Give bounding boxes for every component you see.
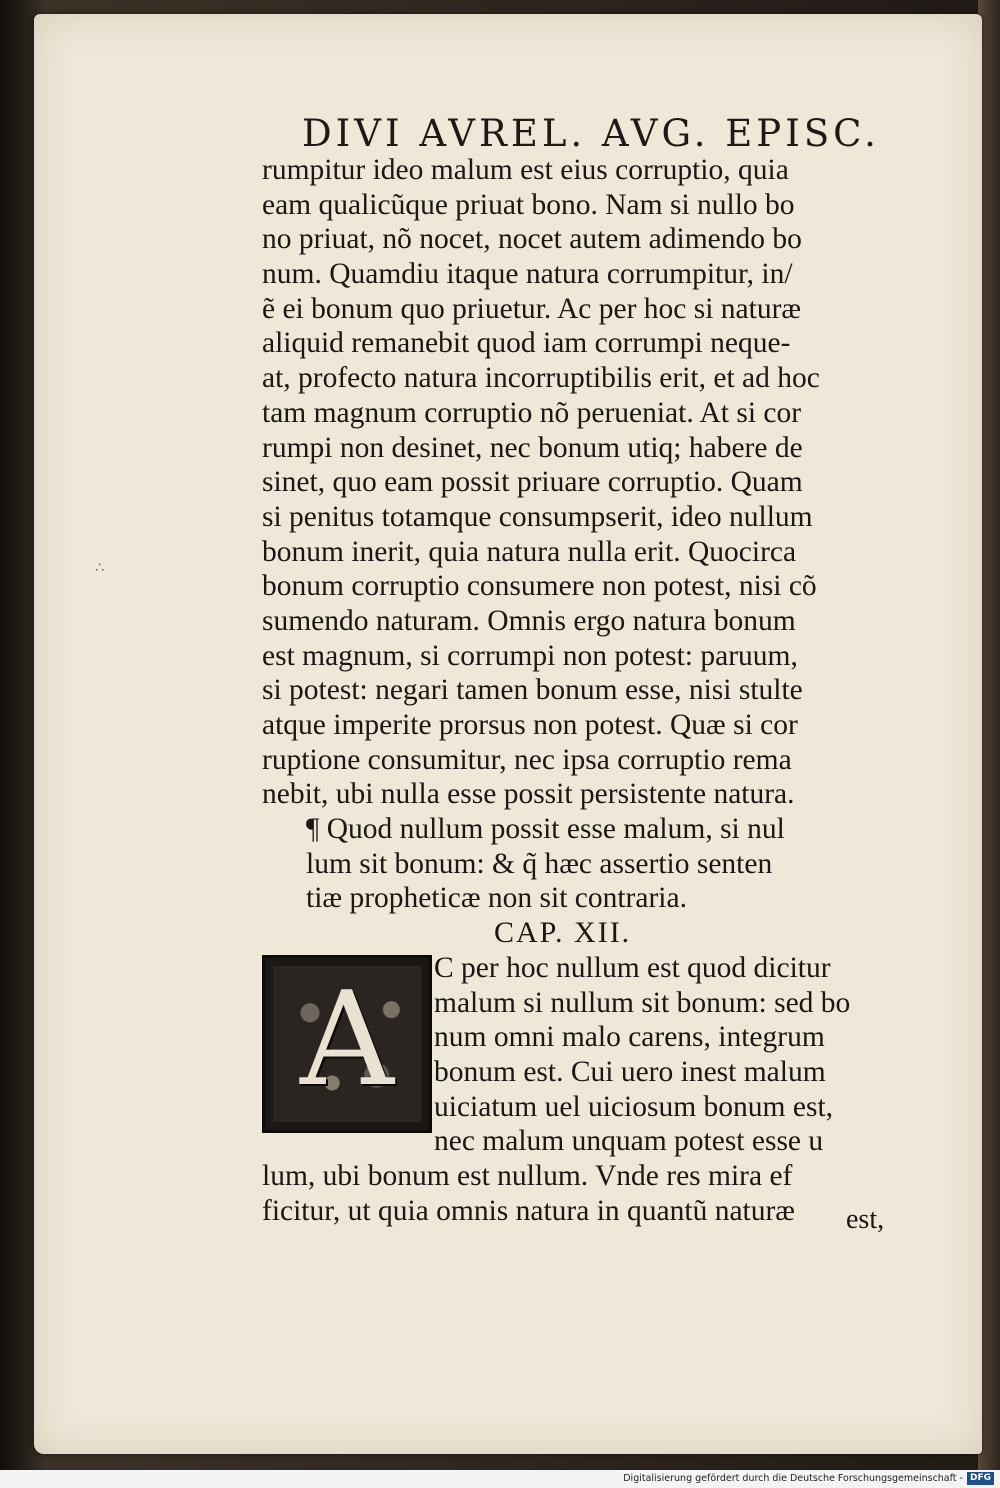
digitization-footer bbox=[0, 1470, 1000, 1488]
paragraph-continuation bbox=[262, 1159, 902, 1228]
text-line: nebit, ubi nulla esse possit persistente natura. bbox=[262, 778, 795, 811]
text-line: sumendo naturam. Omnis ergo natura bonum bbox=[262, 604, 796, 637]
text-line: bonum corruptio consumere non potest, nisi cõ bbox=[262, 570, 817, 603]
text-line: est magnum, si corrumpi non potest: paruum, bbox=[262, 639, 798, 672]
text-line: rumpi non desinet, nec bonum utiq; habere de bbox=[262, 431, 803, 464]
text-line: ¶ Quod nullum possit esse malum, si nul bbox=[306, 813, 785, 846]
text-line: aliquid remanebit quod iam corrumpi neque- bbox=[262, 327, 791, 360]
margin-mark: ∴ bbox=[95, 560, 104, 576]
initial-letter: A bbox=[300, 962, 394, 1115]
text-line: eam qualicũque priuat bono. Nam si nullo bo bbox=[262, 188, 795, 221]
running-head: DIVI AVREL. AVG. EPISC. bbox=[302, 112, 880, 155]
text-line: no priuat, nõ nocet, nocet autem adimendo bo bbox=[262, 223, 802, 256]
text-line: uiciatum uel uiciosum bonum est, bbox=[434, 1090, 834, 1123]
text-line: ẽ ei bonum quo priuetur. Ac per hoc si naturæ bbox=[262, 292, 802, 325]
text-line: nec malum unquam potest esse u bbox=[434, 1125, 824, 1158]
text-line: ruptione consumitur, nec ipsa corruptio rema bbox=[262, 743, 792, 776]
text-line: bonum est. Cui uero inest malum bbox=[434, 1055, 826, 1088]
paragraph bbox=[262, 153, 902, 812]
text-line: C per hoc nullum est quod dicitur bbox=[434, 951, 831, 984]
text-line: si potest: negari tamen bonum esse, nisi stulte bbox=[262, 674, 803, 707]
text-line: ficitur, ut quia omnis natura in quantũ naturæ bbox=[262, 1194, 795, 1227]
text-line: tiæ propheticæ non sit contraria. bbox=[306, 882, 687, 915]
footer-credit: Digitalisierung gefördert durch die Deutsche Forschungsgemeinschaft - bbox=[623, 1473, 963, 1484]
text-line: num omni malo carens, integrum bbox=[434, 1021, 825, 1054]
text-line: atque imperite prorsus non potest. Quæ si cor bbox=[262, 709, 798, 741]
decorated-initial bbox=[262, 955, 432, 1133]
initial-paragraph bbox=[262, 951, 902, 1159]
text-line: lum, ubi bonum est nullum. Vnde res mira ef bbox=[262, 1159, 793, 1192]
text-line: num. Quamdiu itaque natura corrumpitur, in/ bbox=[262, 258, 793, 291]
chapter-summary bbox=[262, 812, 902, 916]
text-line: tam magnum corruptio nõ perueniat. At si cor bbox=[262, 396, 802, 429]
initial-paragraph-lines bbox=[434, 951, 850, 1159]
chapter-heading: CAP. XII. bbox=[494, 916, 632, 950]
dfg-logo: DFG bbox=[967, 1472, 994, 1485]
text-line: lum sit bonum: & q̃ hæc assertio senten bbox=[306, 847, 773, 880]
text-line: at, profecto natura incorruptibilis erit, et ad hoc bbox=[262, 362, 820, 395]
text-line: sinet, quo eam possit priuare corruptio. Quam bbox=[262, 466, 803, 499]
text-line: rumpitur ideo malum est eius corruptio, quia bbox=[262, 154, 789, 186]
text-line: si penitus totamque consumpserit, ideo nullum bbox=[262, 500, 813, 533]
catchword: est, bbox=[846, 1204, 885, 1235]
text-line: malum si nullum sit bonum: sed bo bbox=[434, 986, 851, 1019]
main-text-block bbox=[262, 153, 902, 1228]
text-line: bonum inerit, quia natura nulla erit. Quocirca bbox=[262, 535, 797, 568]
